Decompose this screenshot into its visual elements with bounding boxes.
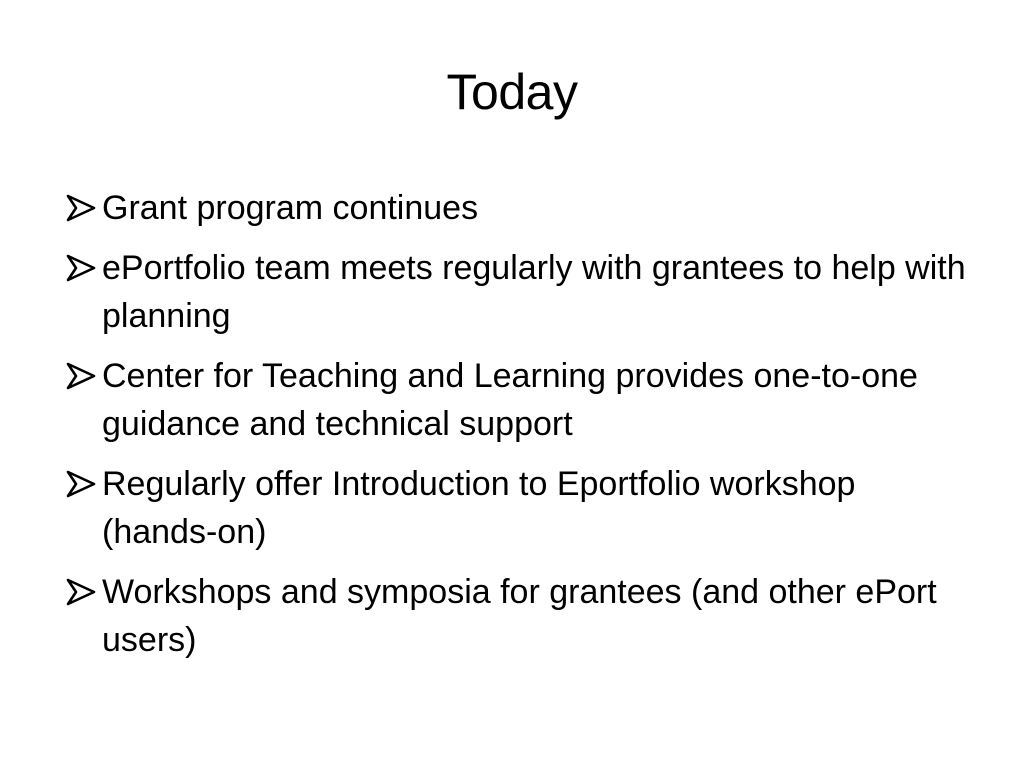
bullet-item xyxy=(66,460,966,556)
bullet-item xyxy=(66,244,966,340)
arrowhead-bullet-icon xyxy=(66,362,96,390)
bullet-text: Grant program continues xyxy=(102,189,479,227)
arrowhead-bullet-icon xyxy=(66,578,96,606)
bullet-item xyxy=(66,184,966,232)
bullet-text: Workshops and symposia for grantees (and other ePort users) xyxy=(102,573,937,659)
bullet-item xyxy=(66,568,966,664)
bullet-list xyxy=(66,184,966,676)
slide-title: Today xyxy=(446,64,578,120)
bullet-text: Regularly offer Introduction to Eportfolio workshop (hands-on) xyxy=(102,465,856,551)
bullet-text: ePortfolio team meets regularly with grantees to help with planning xyxy=(102,249,966,335)
bullet-item xyxy=(66,352,966,448)
arrowhead-bullet-icon xyxy=(66,470,96,498)
bullet-text: Center for Teaching and Learning provides one-to-one guidance and technical support xyxy=(102,357,918,443)
arrowhead-bullet-icon xyxy=(66,194,96,222)
arrowhead-bullet-icon xyxy=(66,254,96,282)
